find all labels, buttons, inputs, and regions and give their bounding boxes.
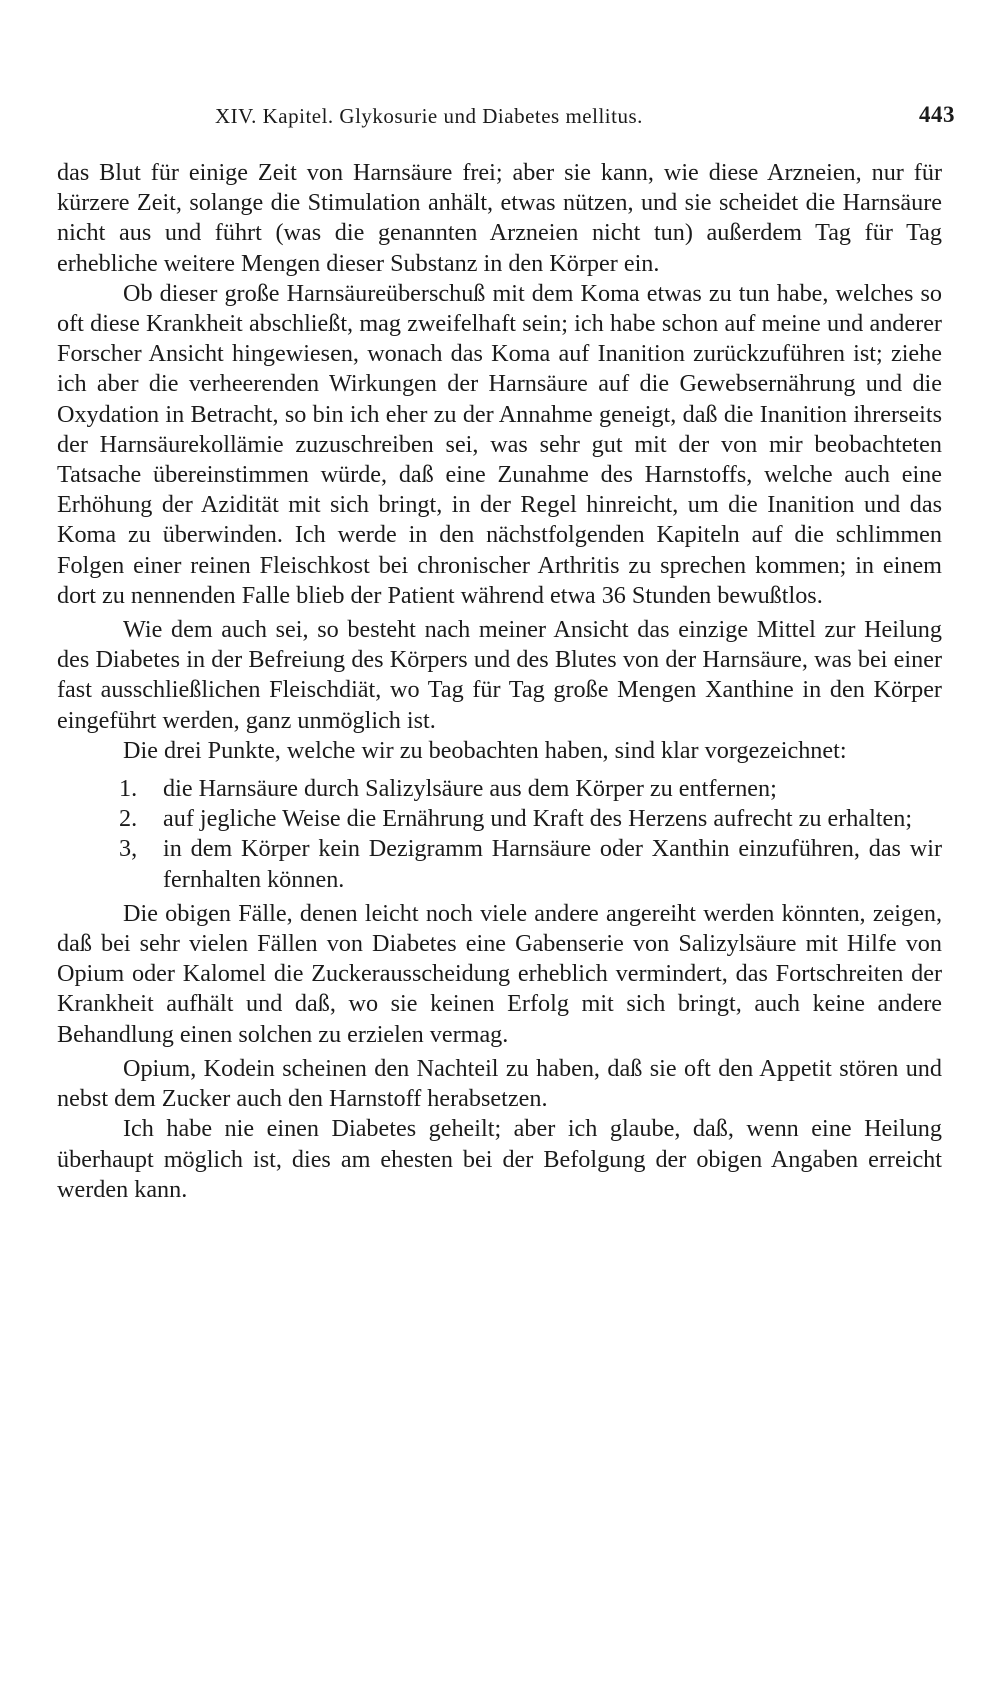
page-body [57,158,942,1205]
running-header [215,104,955,134]
chapter-title: XIV. Kapitel. Glykosurie und Diabetes mellitus. [215,104,643,128]
list-item-number: 2. [119,805,138,833]
paragraph: Die drei Punkte, welche wir zu beobachten haben, sind klar vorgezeichnet: [123,736,847,764]
list-item-text: auf jegliche Weise die Ernährung und Kraft des Herzens aufrecht zu erhalten; [163,805,913,833]
paragraph: Ob dieser große Harnsäureüberschuß mit dem Koma etwas zu tun habe, welches so oft diese Krankheit abschließt, mag zweifelhaft sein; ich habe schon auf meine und anderer Forscher Ansicht hingewiesen, wonach das Koma auf Inanition zurückzuführen ist; ziehe ich aber die verheerenden Wirkungen der Harnsäure auf die Gewebsernährung und die Oxydation in Betracht, so bin ich eher zu der Annahme geneigt, daß die Inanition ihrerseits der Harnsäurekollämie zuzuschreiben sei, was sehr gut mit der von mir beobachteten Tatsache übereinstimmen würde, daß eine Zunahme des Harnstoffs, welche auch eine Erhöhung der Azidität mit sich bringt, in der Regel hinreicht, um die Inanition und das Koma zu überwinden. Ich werde in den nächstfolgenden Kapiteln auf die schlimmen Folgen einer reinen Fleischkost bei chronischer Arthritis zu sprechen kommen; in einem dort zu nennenden Falle blieb der Patient während etwa 36 Stunden bewußtlos. [57,279,942,609]
paragraph: das Blut für einige Zeit von Harnsäure frei; aber sie kann, wie diese Arzneien, nur für kürzere Zeit, solange die Stimulation anhält, etwas nützen, und sie scheidet die Harnsäure nicht aus und führt (was die genannten Arzneien nicht tun) außerdem Tag für Tag erhebliche weitere Mengen dieser Substanz in den Körper ein. [57,159,942,277]
list-item [57,834,942,894]
numbered-list [57,774,942,895]
paragraph: Ich habe nie einen Diabetes geheilt; aber ich glaube, daß, wenn eine Heilung überhaupt möglich ist, dies am ehesten bei der Befolgung der obigen Angaben erreicht werden kann. [57,1115,942,1203]
paragraph: Opium, Kodein scheinen den Nachteil zu haben, daß sie oft den Appetit stören und nebst dem Zucker auch den Harnstoff herabsetzen. [57,1054,942,1113]
page-number: 443 [919,102,955,127]
list-item [57,774,942,804]
list-item [57,804,942,834]
paragraph: Wie dem auch sei, so besteht nach meiner Ansicht das einzige Mittel zur Heilung des Diabetes in der Befreiung des Körpers und des Blutes von der Harnsäure, was bei einer fast ausschließlichen Fleischdiät, wo Tag für Tag große Mengen Xanthine in den Körper eingeführt werden, ganz unmöglich ist. [57,616,942,734]
list-item-text: die Harnsäure durch Salizylsäure aus dem Körper zu entfernen; [163,775,777,803]
list-item-text: in dem Körper kein Dezigramm Harnsäure oder Xanthin einzuführen, das wir fernhalten können. [163,835,942,893]
list-item-number: 1. [119,775,138,803]
list-item-number: 3, [119,835,138,863]
paragraph: Die obigen Fälle, denen leicht noch viele andere angereiht werden könnten, zeigen, daß bei sehr vielen Fällen von Diabetes eine Gabenserie von Salizylsäure mit Hilfe von Opium oder Kalomel die Zuckerausscheidung erheblich vermindert, das Fortschreiten der Krankheit aufhält und daß, wo sie keinen Erfolg mit sich bringt, auch keine andere Behandlung einen solchen zu erzielen vermag. [57,899,942,1048]
